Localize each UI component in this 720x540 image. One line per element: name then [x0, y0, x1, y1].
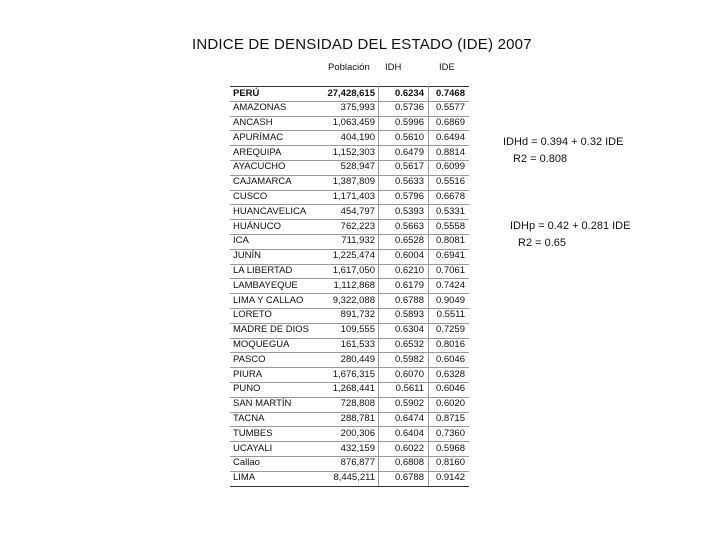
table-row	[230, 397, 469, 412]
region-name: MOQUEGUA	[230, 338, 323, 353]
table-row	[230, 87, 469, 102]
idh-value: 0.6474	[379, 412, 429, 427]
population-value: 454,797	[323, 205, 379, 220]
page-title: INDICE DE DENSIDAD DEL ESTADO (IDE) 2007	[192, 36, 532, 53]
table-row	[230, 412, 469, 427]
idh-value: 0.6788	[379, 471, 429, 486]
population-value: 876,877	[323, 456, 379, 471]
ide-value: 0.6020	[429, 397, 470, 412]
region-name: CAJAMARCA	[230, 175, 323, 190]
population-value: 9,322,088	[323, 294, 379, 309]
region-name: APURÍMAC	[230, 131, 323, 146]
regression-r2-idhp: R2 = 0.65	[518, 237, 567, 249]
table-row	[230, 471, 469, 486]
idh-value: 0.5982	[379, 353, 429, 368]
ide-value: 0.5968	[429, 442, 470, 457]
population-value: 8,445,211	[323, 471, 379, 486]
population-value: 1,387,809	[323, 175, 379, 190]
idh-value: 0.6304	[379, 323, 429, 338]
region-name: HUÁNUCO	[230, 220, 323, 235]
population-value: 1,676,315	[323, 368, 379, 383]
regression-equation-idhp: IDHp = 0.42 + 0.281 IDE	[510, 220, 631, 232]
idh-value: 0.5902	[379, 397, 429, 412]
region-name: PASCO	[230, 353, 323, 368]
region-name: AMAZONAS	[230, 101, 323, 116]
region-name: LIMA	[230, 471, 323, 486]
idh-value: 0.5617	[379, 160, 429, 175]
idh-value: 0.6479	[379, 146, 429, 161]
ide-value: 0.6869	[429, 116, 470, 131]
population-value: 528,947	[323, 160, 379, 175]
table-row	[230, 323, 469, 338]
idh-value: 0.6528	[379, 234, 429, 249]
population-value: 161,533	[323, 338, 379, 353]
population-value: 728,808	[323, 397, 379, 412]
idh-value: 0.6004	[379, 249, 429, 264]
population-value: 27,428,615	[323, 87, 379, 102]
idh-value: 0.5393	[379, 205, 429, 220]
ide-value: 0.7468	[429, 87, 470, 102]
table-row	[230, 146, 469, 161]
region-name: ANCASH	[230, 116, 323, 131]
population-value: 200,306	[323, 427, 379, 442]
table-body	[230, 87, 469, 487]
idh-value: 0.6210	[379, 264, 429, 279]
table-row	[230, 353, 469, 368]
ide-value: 0.7424	[429, 279, 470, 294]
population-value: 1,268,441	[323, 382, 379, 397]
table-row	[230, 175, 469, 190]
population-value: 1,063,459	[323, 116, 379, 131]
table-row	[230, 294, 469, 309]
idh-value: 0.6788	[379, 294, 429, 309]
table-row	[230, 264, 469, 279]
table-row	[230, 101, 469, 116]
population-value: 1,112,868	[323, 279, 379, 294]
idh-value: 0.5633	[379, 175, 429, 190]
ide-value: 0.6046	[429, 382, 470, 397]
ide-value: 0.9142	[429, 471, 470, 486]
ide-value: 0.6099	[429, 160, 470, 175]
population-value: 891,732	[323, 308, 379, 323]
table-row	[230, 234, 469, 249]
idh-value: 0.5663	[379, 220, 429, 235]
population-value: 109,555	[323, 323, 379, 338]
idh-value: 0.6808	[379, 456, 429, 471]
population-value: 404,190	[323, 131, 379, 146]
population-value: 1,171,403	[323, 190, 379, 205]
idh-value: 0.6179	[379, 279, 429, 294]
ide-value: 0.6494	[429, 131, 470, 146]
ide-value: 0.8715	[429, 412, 470, 427]
ide-value: 0.8160	[429, 456, 470, 471]
table-row	[230, 442, 469, 457]
table-row	[230, 368, 469, 383]
table-row	[230, 160, 469, 175]
table-row	[230, 205, 469, 220]
ide-value: 0.9049	[429, 294, 470, 309]
idh-value: 0.6070	[379, 368, 429, 383]
idh-value: 0.5996	[379, 116, 429, 131]
region-name: ICA	[230, 234, 323, 249]
population-value: 1,152,303	[323, 146, 379, 161]
ide-value: 0.6328	[429, 368, 470, 383]
region-name: AREQUIPA	[230, 146, 323, 161]
table-row	[230, 338, 469, 353]
population-value: 1,225,474	[323, 249, 379, 264]
column-header-poblacion: Población	[328, 62, 370, 73]
population-value: 432,159	[323, 442, 379, 457]
ide-value: 0.5511	[429, 308, 470, 323]
region-name: TACNA	[230, 412, 323, 427]
population-value: 375,993	[323, 101, 379, 116]
idh-value: 0.6234	[379, 87, 429, 102]
ide-value: 0.7061	[429, 264, 470, 279]
ide-value: 0.7360	[429, 427, 470, 442]
ide-value: 0.7259	[429, 323, 470, 338]
region-name: HUANCAVELICA	[230, 205, 323, 220]
population-value: 1,617,050	[323, 264, 379, 279]
region-name: JUNÍN	[230, 249, 323, 264]
region-name: LORETO	[230, 308, 323, 323]
population-value: 288,781	[323, 412, 379, 427]
idh-value: 0.5610	[379, 131, 429, 146]
idh-value: 0.5893	[379, 308, 429, 323]
region-name: MADRE DE DIOS	[230, 323, 323, 338]
idh-value: 0.5611	[379, 382, 429, 397]
population-value: 711,932	[323, 234, 379, 249]
ide-value: 0.5516	[429, 175, 470, 190]
table-row	[230, 190, 469, 205]
region-name: LA LIBERTAD	[230, 264, 323, 279]
table-row	[230, 308, 469, 323]
region-name: SAN MARTÍN	[230, 397, 323, 412]
region-name: AYACUCHO	[230, 160, 323, 175]
table-row	[230, 220, 469, 235]
region-name: PUNO	[230, 382, 323, 397]
table-row	[230, 456, 469, 471]
regression-equation-idhd: IDHd = 0.394 + 0.32 IDE	[503, 136, 624, 148]
table-row	[230, 427, 469, 442]
table-row	[230, 249, 469, 264]
table-row	[230, 382, 469, 397]
region-name: LAMBAYEQUE	[230, 279, 323, 294]
regression-r2-idhd: R2 = 0.808	[513, 153, 568, 165]
idh-value: 0.6022	[379, 442, 429, 457]
region-name: Callao	[230, 456, 323, 471]
population-value: 280,449	[323, 353, 379, 368]
region-name: UCAYALI	[230, 442, 323, 457]
idh-value: 0.6404	[379, 427, 429, 442]
ide-value: 0.8814	[429, 146, 470, 161]
population-value: 762,223	[323, 220, 379, 235]
ide-value: 0.5577	[429, 101, 470, 116]
table-row	[230, 116, 469, 131]
idh-value: 0.5736	[379, 101, 429, 116]
column-header-idh: IDH	[385, 62, 402, 73]
ide-data-table	[230, 86, 469, 487]
ide-value: 0.8016	[429, 338, 470, 353]
table-row	[230, 131, 469, 146]
ide-value: 0.6941	[429, 249, 470, 264]
ide-value: 0.5331	[429, 205, 470, 220]
region-name: PERÚ	[230, 87, 323, 102]
ide-value: 0.6678	[429, 190, 470, 205]
table-row	[230, 279, 469, 294]
idh-value: 0.6532	[379, 338, 429, 353]
ide-value: 0.5558	[429, 220, 470, 235]
ide-value: 0.6046	[429, 353, 470, 368]
region-name: PIURA	[230, 368, 323, 383]
column-header-ide: IDE	[439, 62, 455, 73]
ide-value: 0.8081	[429, 234, 470, 249]
idh-value: 0.5796	[379, 190, 429, 205]
region-name: TUMBES	[230, 427, 323, 442]
region-name: CUSCO	[230, 190, 323, 205]
region-name: LIMA Y CALLAO	[230, 294, 323, 309]
